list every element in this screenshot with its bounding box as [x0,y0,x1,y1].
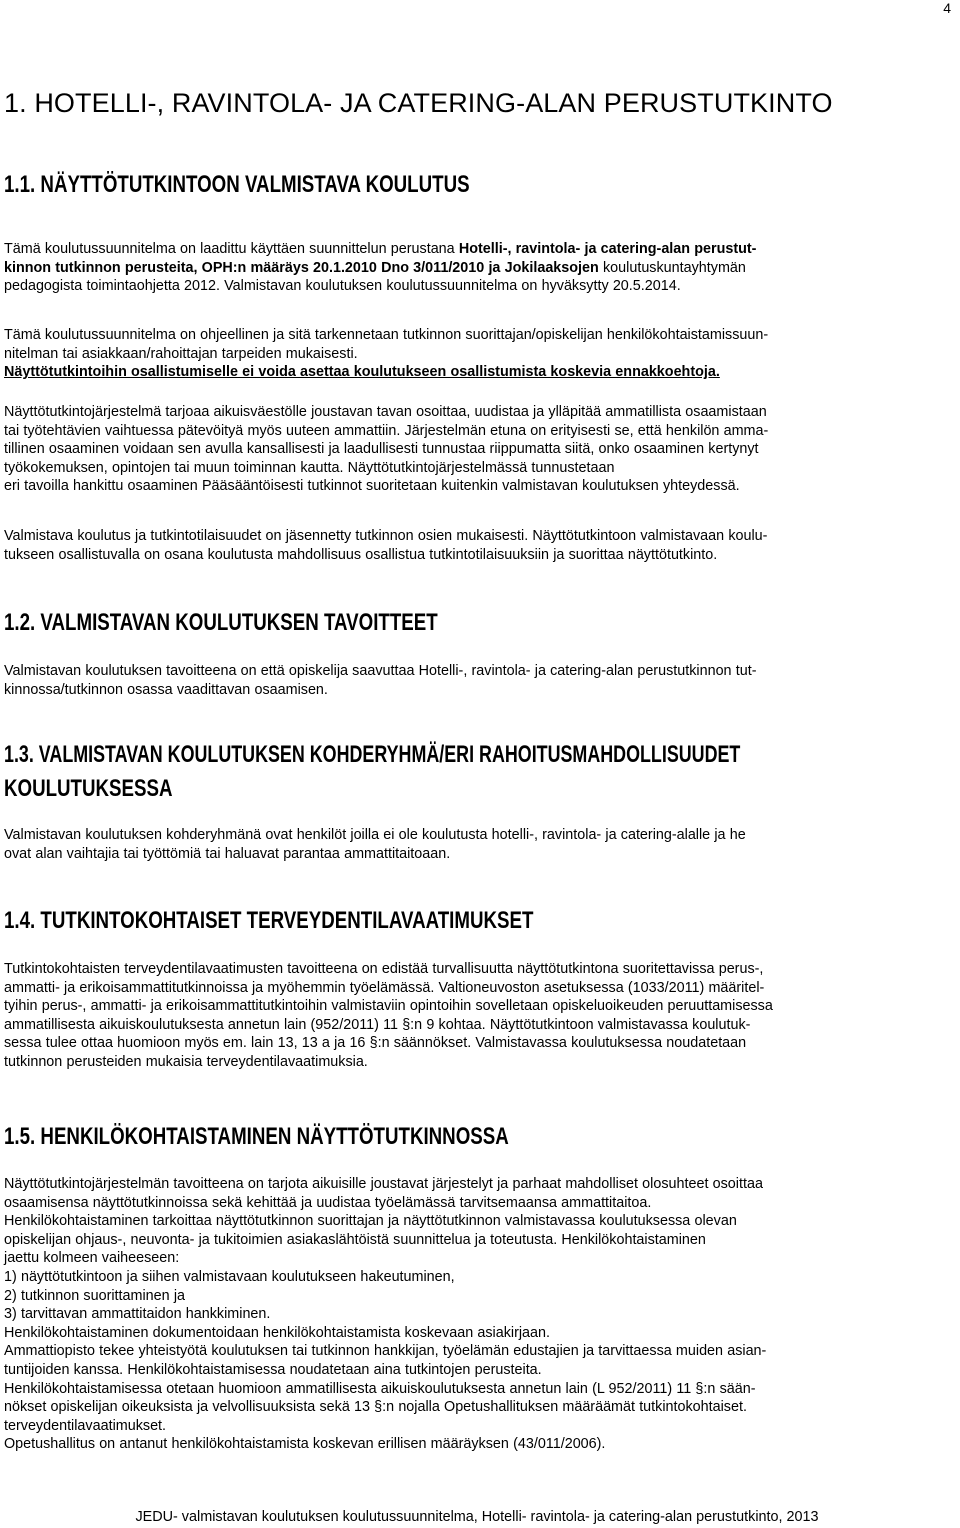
text-line: osaamisensa näyttötutkinnoissa sekä kehittää ja uudistaa työelämässä tarvitsemaansa ammattitaitoa. [4,1194,652,1211]
text-line: Tämä koulutussuunnitelma on ohjeellinen ja sitä tarkennetaan tutkinnon suorittajan/opiskelijan henkilökohtaistamissuun- [4,327,769,343]
paragraph-1-1-c [4,403,950,496]
text-line: tai työtehtävien vaihtuessa pätevöityä myös uuteen ammattiin. Järjestelmän etuna on erityisesti se, että henkilön amma- [4,422,769,439]
paragraph-1-2 [4,662,950,699]
text-line: sessa tulee ottaa huomioon myös em. lain 13, 13 a ja 16 §:n säännökset. Valmistavassa koulutuksessa noudatetaan [4,1035,747,1052]
text-line: tyihin perus-, ammatti- ja erikoisammattitutkintoihin valmistaviin opintoihin sovelletaan opiskeluoikeuden peruuttamisessa [4,998,773,1015]
section-heading-1-4: 1.4. TUTKINTOKOHTAISET TERVEYDENTILAVAATIMUKSET [4,907,534,934]
text-line: Henkilökohtaistamisessa otetaan huomioon ammatillisesta aikuiskoulutuksesta annetun lain (L 952/2011) 11 §:n sään- [4,1380,756,1397]
page-title: 1. HOTELLI-, RAVINTOLA- JA CATERING-ALAN PERUSTUTKINTO [4,88,833,118]
text-line: Ammattiopisto tekee yhteistyötä koulutuksen tai tutkinnon hankkijan, työelämän edustajien ja tarvittaessa muiden asian- [4,1343,767,1360]
text-line: opiskelijan ohjaus-, neuvonta- ja tukitoimien asiakaslähtöistä suunnittelua ja toteutusta. Henkilökohtaistaminen [4,1231,706,1248]
paragraph-1-1-a [4,240,950,296]
text-line: Valmistavan koulutuksen tavoitteena on että opiskelija saavuttaa Hotelli-, ravintola- ja catering-alan perustutkinnon tut- [4,663,757,679]
text-bold: kinnon tutkinnon perusteita, OPH:n määräys 20.1.2010 Dno 3/011/2010 ja Jokilaaksojen [4,259,599,276]
text-line: työkokemuksen, opintojen tai muun toiminnan kautta. Näyttötutkintojärjestelmässä tunnustetaan [4,459,615,476]
list-item: 2) tutkinnon suorittaminen ja [4,1287,186,1304]
underlined-notice: Näyttötutkintoihin osallistumiselle ei voida asettaa koulutukseen osallistumista koskevia ennakkoehtoja. [4,364,720,381]
text-line: tillinen osaaminen voidaan sen avulla kansallisesti ja laadullisesti tunnustaa riippumatta siitä, onko osaaminen kertynyt [4,441,759,458]
text-line: pedagogista toimintaohjetta 2012. Valmistavan koulutuksen koulutussuunnitelma on hyväksytty 20.5.2014. [4,278,681,295]
list-item: 1) näyttötutkintoon ja siihen valmistavaan koulutukseen hakeutuminen, [4,1268,455,1285]
paragraph-1-5 [4,1175,950,1454]
text-line: tuntijoiden kanssa. Henkilökohtaistamisessa noudatetaan aina tutkintojen perusteita. [4,1361,542,1378]
text-line: nitelman tai asiakkaan/rahoittajan tarpeiden mukaisesti. [4,345,358,362]
text-line: ammatillisesta aikuiskoulutuksesta annetun lain (952/2011) 11 §:n 9 kohtaa. Näyttötutkintoon valmistavassa koulutuk- [4,1016,751,1033]
text-line: Valmistava koulutus ja tutkintotilaisuudet on jäsennetty tutkinnon osien mukaisesti. Näyttötutkintoon valmistavaan koulu- [4,528,768,544]
paragraph-1-1-d [4,527,950,564]
text-line: ammatti- ja erikoisammattitutkinnoissa ja myöhemmin työelämässä. Valtioneuvoston asetuksessa (1033/2011) määritel- [4,979,765,996]
paragraph-1-1-b [4,326,950,382]
paragraph-1-4 [4,960,950,1072]
list-item: 3) tarvittavan ammattitaidon hankkiminen. [4,1306,271,1323]
text-line: jaettu kolmeen vaiheeseen: [4,1250,180,1267]
text-line: Henkilökohtaistaminen tarkoittaa näyttötutkinnon suorittajan ja näyttötutkinnon valmistavassa koulutuksessa olevan [4,1213,737,1230]
text: Tämä koulutussuunnitelma on laadittu käyttäen suunnittelun perustana [4,241,459,257]
text-line: Opetushallitus on antanut henkilökohtaistamista koskevan erillisen määräyksen (43/011/2006). [4,1436,606,1453]
text-line: Tutkintokohtaisten terveydentilavaatimusten tavoitteena on edistää turvallisuutta näyttötutkintona suoritettavissa perus-, [4,961,764,977]
page-footer: JEDU- valmistavan koulutuksen koulutussuunnitelma, Hotelli- ravintola- ja catering-alan perustutkinto, 2013 [135,1509,819,1525]
text-line: Henkilökohtaistaminen dokumentoidaan henkilökohtaistamista koskevaan asiakirjaan. [4,1324,551,1341]
text-bold: Hotelli-, ravintola- ja catering-alan perustut- [458,241,757,257]
text-line: tutkinnon perusteiden mukaisia terveydentilavaatimuksia. [4,1053,368,1070]
text-line: Näyttötutkintojärjestelmän tavoitteena on tarjota aikuisille joustavat järjestelyt ja parhaat mahdolliset olosuhteet osoittaa [4,1176,763,1192]
section-heading-1-5: 1.5. HENKILÖKOHTAISTAMINEN NÄYTTÖTUTKINNOSSA [4,1123,509,1150]
text-line: ovat alan vaihtajia tai työttömiä tai haluavat parantaa ammattitaitoaan. [4,845,451,862]
text-line: tukseen osallistuvalla on osana koulutusta mahdollisuus osallistua tutkintotilaisuuksiin ja suorittaa näyttötutkinto. [4,546,718,563]
text-line: terveydentilavaatimukset. [4,1417,167,1434]
text-line: Näyttötutkintojärjestelmä tarjoaa aikuisväestölle joustavan tavan osoittaa, uudistaa ja ylläpitää ammatillista osaamistaan [4,404,767,420]
section-heading-1-1: 1.1. NÄYTTÖTUTKINTOON VALMISTAVA KOULUTUS [4,171,470,198]
text-line: eri tavoilla hankittu osaaminen Pääsääntöisesti tutkinnot suoritetaan kuitenkin valmistavan koulutuksen yhteydessä. [4,478,740,495]
section-heading-1-2: 1.2. VALMISTAVAN KOULUTUKSEN TAVOITTEET [4,609,438,636]
text-line: Valmistavan koulutuksen kohderyhmänä ovat henkilöt joilla ei ole koulutusta hotelli-, ravintola- ja catering-alalle ja he [4,827,746,843]
page-number: 4 [943,0,951,16]
paragraph-1-3 [4,826,950,863]
text: koulutuskuntayhtymän [598,259,746,276]
text-line: nökset opiskelijan oikeuksista ja velvollisuuksista sekä 13 §:n nojalla Opetushallituksen määräämät tutkintokohtaiset. [4,1399,747,1416]
text-line: kinnossa/tutkinnon osassa vaadittavan osaamisen. [4,681,328,698]
section-heading-1-3-cont: KOULUTUKSESSA [4,775,173,802]
section-heading-1-3: 1.3. VALMISTAVAN KOULUTUKSEN KOHDERYHMÄ/ERI RAHOITUSMAHDOLLISUUDET [4,741,741,768]
